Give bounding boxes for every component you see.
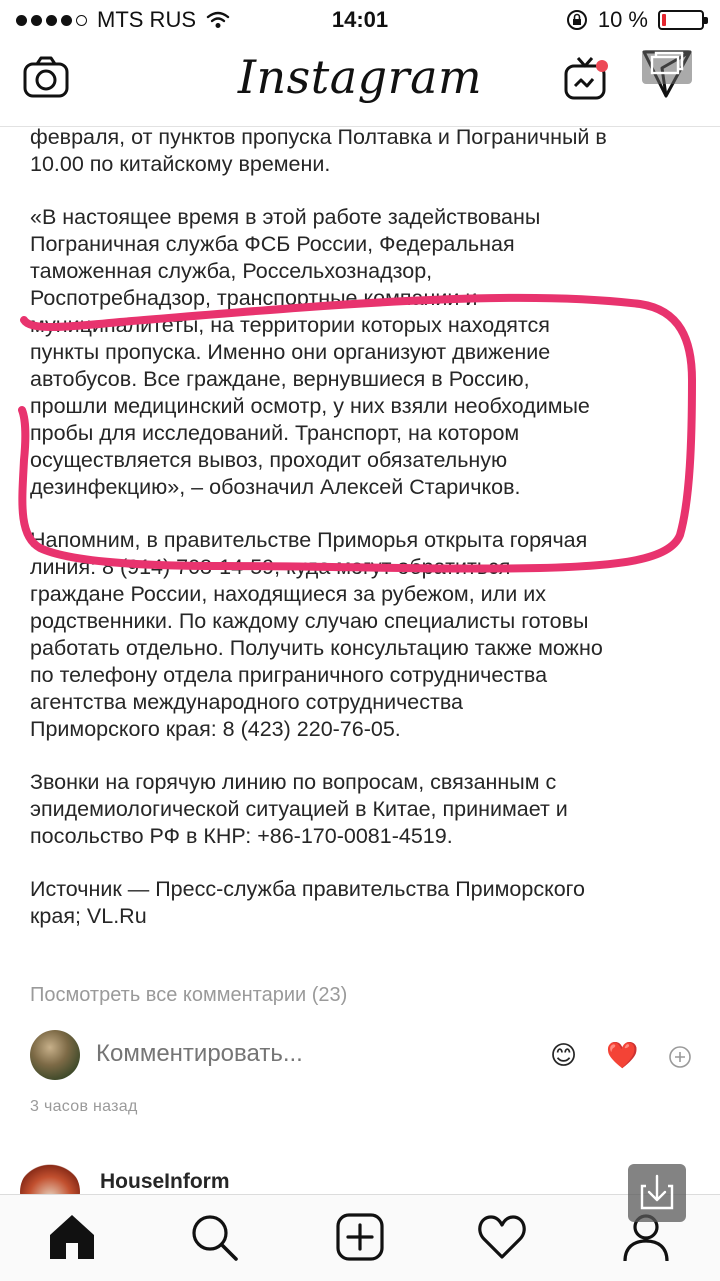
add-post-icon[interactable]	[334, 1211, 386, 1263]
battery-icon	[658, 10, 704, 30]
search-icon[interactable]	[188, 1211, 240, 1263]
add-emoji-icon[interactable]	[668, 1045, 692, 1069]
download-icon[interactable]	[628, 1164, 686, 1222]
app-logo: Instagram	[237, 50, 483, 104]
add-comment-row	[30, 1030, 700, 1082]
status-bar	[0, 0, 720, 40]
view-all-comments-link[interactable]: Посмотреть все комментарии (23)	[30, 984, 348, 1006]
post-timestamp: 3 часов назад	[30, 1098, 138, 1115]
heart-emoji-button[interactable]: ❤️	[606, 1040, 639, 1070]
post-caption	[30, 124, 700, 956]
carrier-name: MTS RUS	[97, 7, 196, 32]
caption-paragraph: февраля, от пунктов пропуска Полтавка и Пограничный в 10.00 по китайскому времени.	[30, 125, 607, 176]
battery-percent: 10 %	[597, 7, 648, 32]
caption-paragraph: Источник — Пресс-служба правительства Приморского края; VL.Ru	[30, 877, 586, 928]
post-author-name[interactable]: HouseInform	[100, 1170, 230, 1193]
caption-paragraph: Напомним, в правительстве Приморья открыта горячая линия: 8 (914) 703-14-59, куда могут обратиться граждане России, находящиеся за рубежом, или их родственники. По каждому случаю специалисты готовы работать отдельно. Получить консультацию также можно по телефону отдела приграничного сотрудничества агентства международного сотрудничества Приморского края: 8 (423) 220-76-05.	[30, 528, 603, 741]
direct-send-icon[interactable]	[638, 48, 696, 104]
bottom-navigation	[0, 1194, 720, 1281]
rotation-lock-icon	[566, 9, 588, 31]
home-icon[interactable]	[46, 1211, 98, 1263]
caption-paragraph: «В настоящее время в этой работе задействованы Пограничная служба ФСБ России, Федеральная таможенная служба, Россельхознадзор, Роспотребнадзор, транспортные компании и муниципалитеты, на территории которых находятся пункты пропуска. Именно они организуют движение автобусов. Все граждане, вернувшиеся в Россию, прошли медицинский осмотр, у них взяли необходимые пробы для исследований. Транспорт, на котором осуществляется вывоз, проходит обязательную дезинфекцию», – обозначил Алексей Старичков.	[30, 205, 590, 499]
clock: 14:01	[331, 7, 389, 32]
avatar	[30, 1030, 80, 1080]
igtv-icon[interactable]	[562, 54, 612, 104]
caption-paragraph: Звонки на горячую линию по вопросам, связанным с эпидемиологической ситуацией в Китае, принимает и посольство РФ в КНР: +86-170-0081-4519.	[30, 770, 568, 848]
smile-emoji-button[interactable]: 😊	[550, 1040, 578, 1070]
activity-heart-icon[interactable]	[476, 1211, 528, 1263]
comment-input[interactable]	[96, 1040, 516, 1068]
app-header	[0, 40, 720, 127]
